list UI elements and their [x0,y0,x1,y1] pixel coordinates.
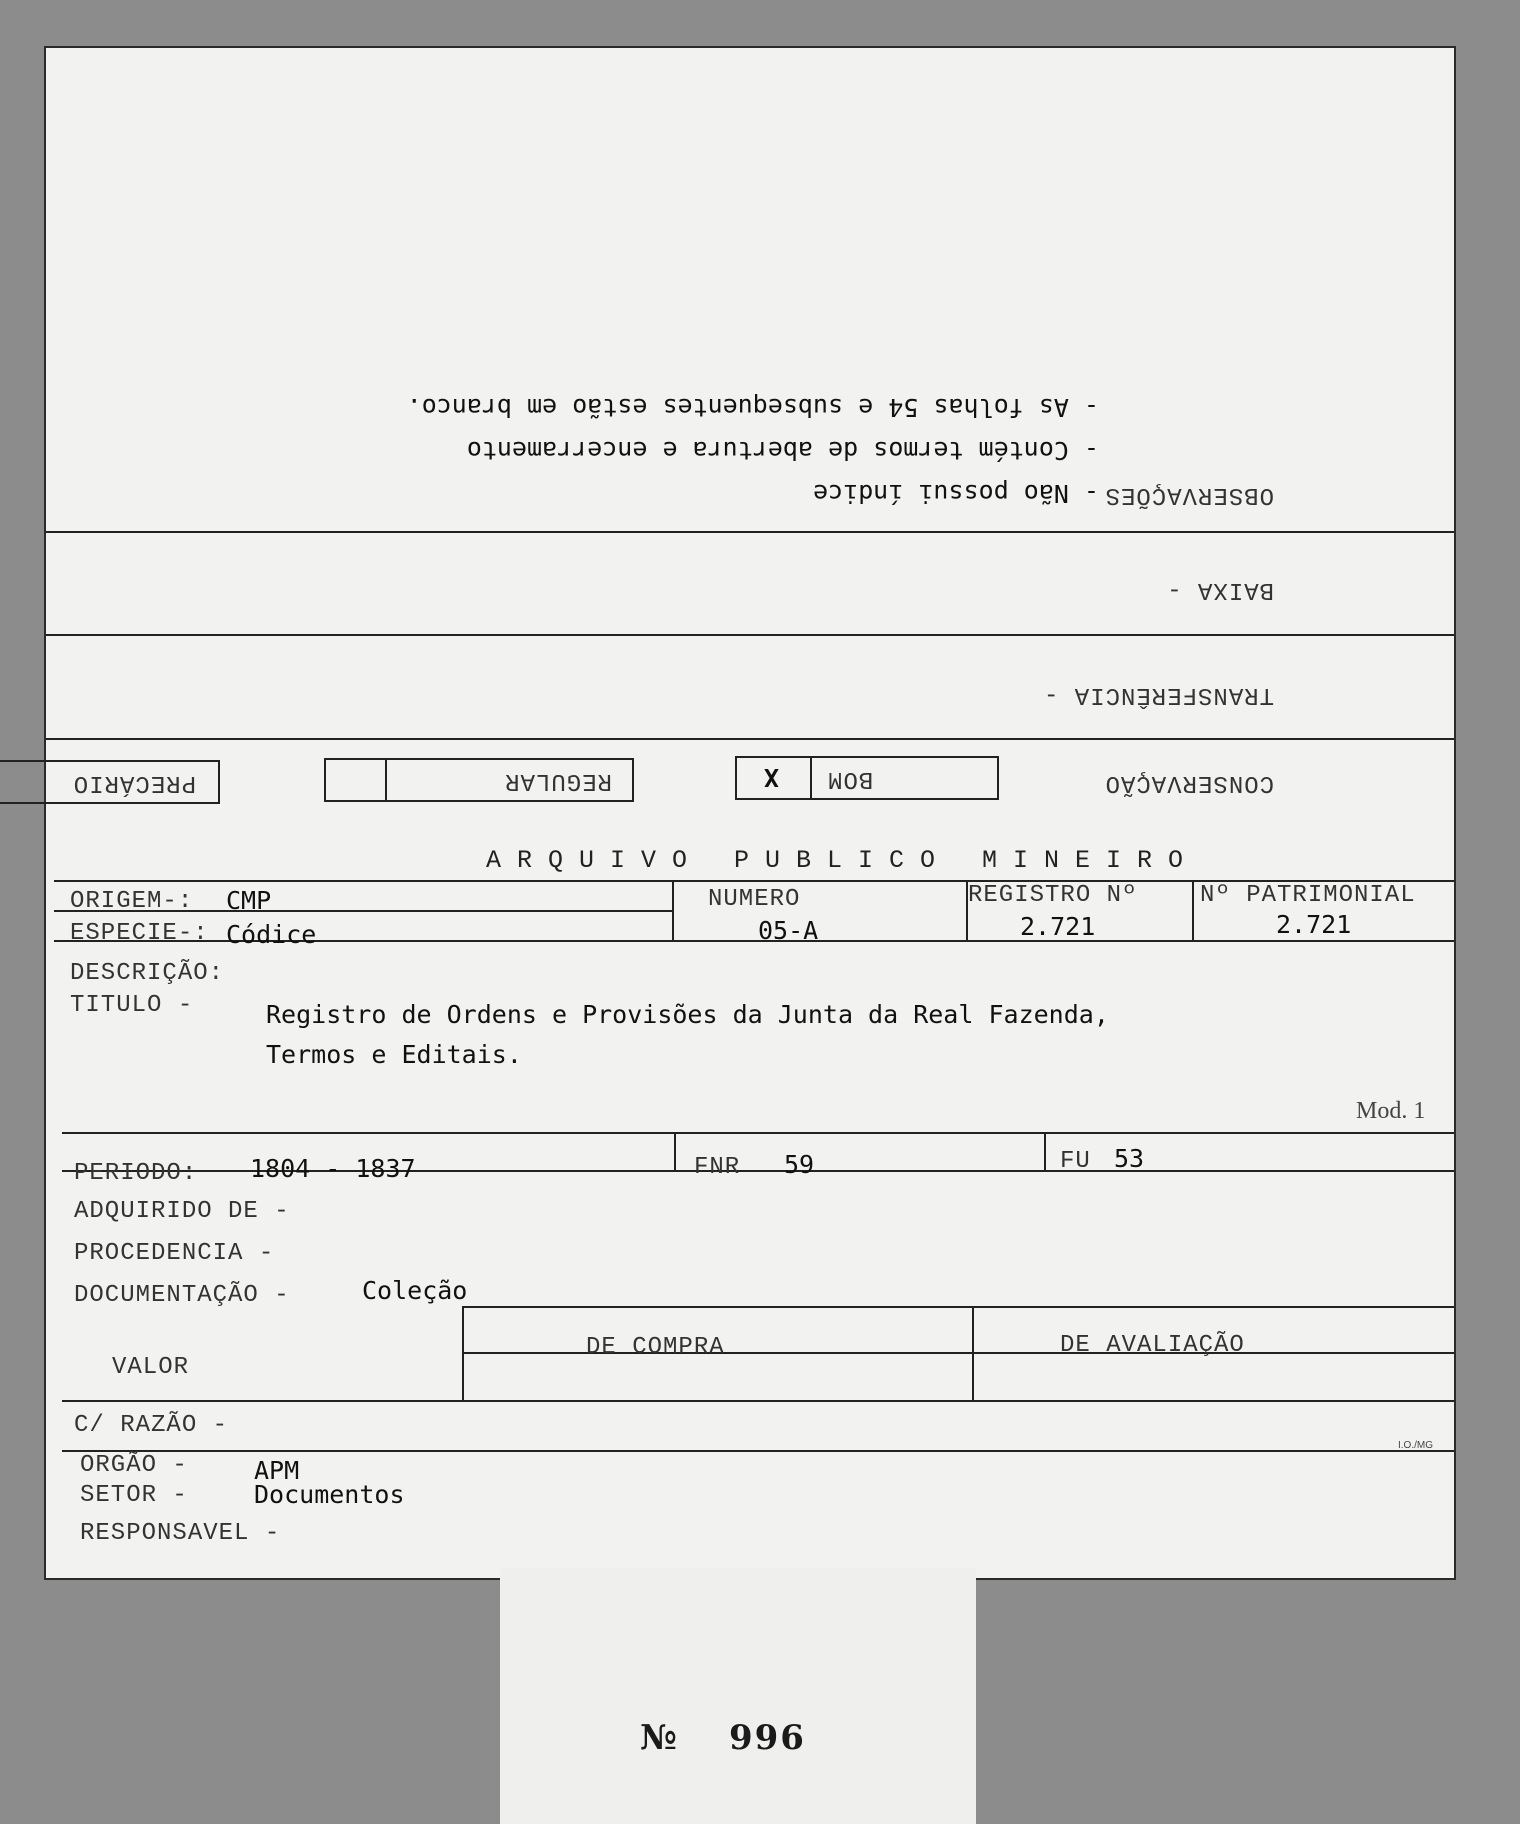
registro-label: REGISTRO Nº [968,882,1138,909]
divider [1192,880,1194,942]
conservacao-bom-box [735,756,999,800]
valor-label: VALOR [112,1354,190,1381]
fu-label: FU [1060,1148,1091,1175]
procedencia-label: PROCEDENCIA - [74,1240,275,1267]
valor-avaliacao-label: DE AVALIAÇÃO [1060,1332,1245,1359]
razao-label: C/ RAZÃO - [74,1412,229,1439]
model-number: Mod. 1 [1356,1098,1426,1124]
observacoes-line-1: - Não possui índice [813,479,1099,508]
origem-value: CMP [226,886,272,915]
conservacao-precario-box [0,760,220,804]
number-tab [500,1568,976,1824]
documentacao-label: DOCUMENTAÇÃO - [74,1282,290,1309]
registro-value: 2.721 [1020,912,1096,941]
numero-value: 05-A [758,916,819,945]
divider [674,1132,676,1172]
divider [462,1306,464,1402]
periodo-value: 1804 - 1837 [250,1154,416,1183]
conservacao-label: CONSERVAÇÃO [1104,769,1274,796]
patrimonial-value: 2.721 [1276,910,1352,939]
divider [46,634,1454,636]
periodo-label: PERIODO: [74,1160,198,1187]
fnr-label: FNR [694,1154,741,1181]
observacoes-line-2: - Contém termos de abertura e encerramento [466,436,1099,465]
number-value: 996 [728,1718,806,1758]
divider [672,880,674,942]
origem-label: ORIGEM-: [70,888,194,915]
fnr-value: 59 [784,1150,815,1179]
documentacao-value: Coleção [362,1276,468,1305]
archive-heading: ARQUIVO PUBLICO MINEIRO [486,846,1200,875]
divider [972,1306,974,1402]
precario-label: PRECÁRIO [72,769,196,796]
orgao-value: APM [254,1456,300,1485]
observacoes-line-3: - As folhas 54 e subsequentes estão em branco. [406,393,1099,422]
observacoes-label: OBSERVAÇÕES [1104,481,1274,508]
bom-label: BOM [827,765,874,792]
titulo-line-2: Termos e Editais. [266,1040,522,1069]
setor-value: Documentos [254,1480,405,1509]
especie-label: ESPECIE-: [70,920,209,947]
adquirido-label: ADQUIRIDO DE - [74,1198,290,1225]
responsavel-label: RESPONSAVEL - [80,1520,281,1547]
divider [46,531,1454,533]
baixa-label: BAIXA - [1166,576,1274,603]
divider [62,1132,1454,1134]
printer-mark: I.O./MG [1398,1440,1433,1451]
regular-label: REGULAR [504,767,612,794]
transferencia-label: TRANSFERÊNCIA - [1042,681,1274,708]
reverse-section [46,48,1454,818]
titulo-line-1: Registro de Ordens e Provisões da Junta da Real Fazenda, [266,1000,1109,1029]
archive-card [46,48,1454,1578]
divider [62,1400,1454,1402]
especie-value: Códice [226,920,317,949]
divider [1044,1132,1046,1172]
conservacao-regular-box [324,758,634,802]
divider [462,1306,1454,1308]
descricao-label: DESCRIÇÃO: [70,960,225,987]
orgao-label: ORGÃO - [80,1452,188,1479]
bom-mark: X [763,763,779,792]
titulo-label: TITULO - [70,992,194,1019]
card-number [640,1718,806,1758]
valor-compra-label: DE COMPRA [586,1334,725,1361]
numero-label: NUMERO [708,886,801,913]
fu-value: 53 [1114,1144,1145,1173]
divider [46,738,1454,740]
patrimonial-label: Nº PATRIMONIAL [1200,882,1416,909]
divider [62,1450,1454,1452]
setor-label: SETOR - [80,1482,188,1509]
number-symbol: № [640,1718,679,1758]
